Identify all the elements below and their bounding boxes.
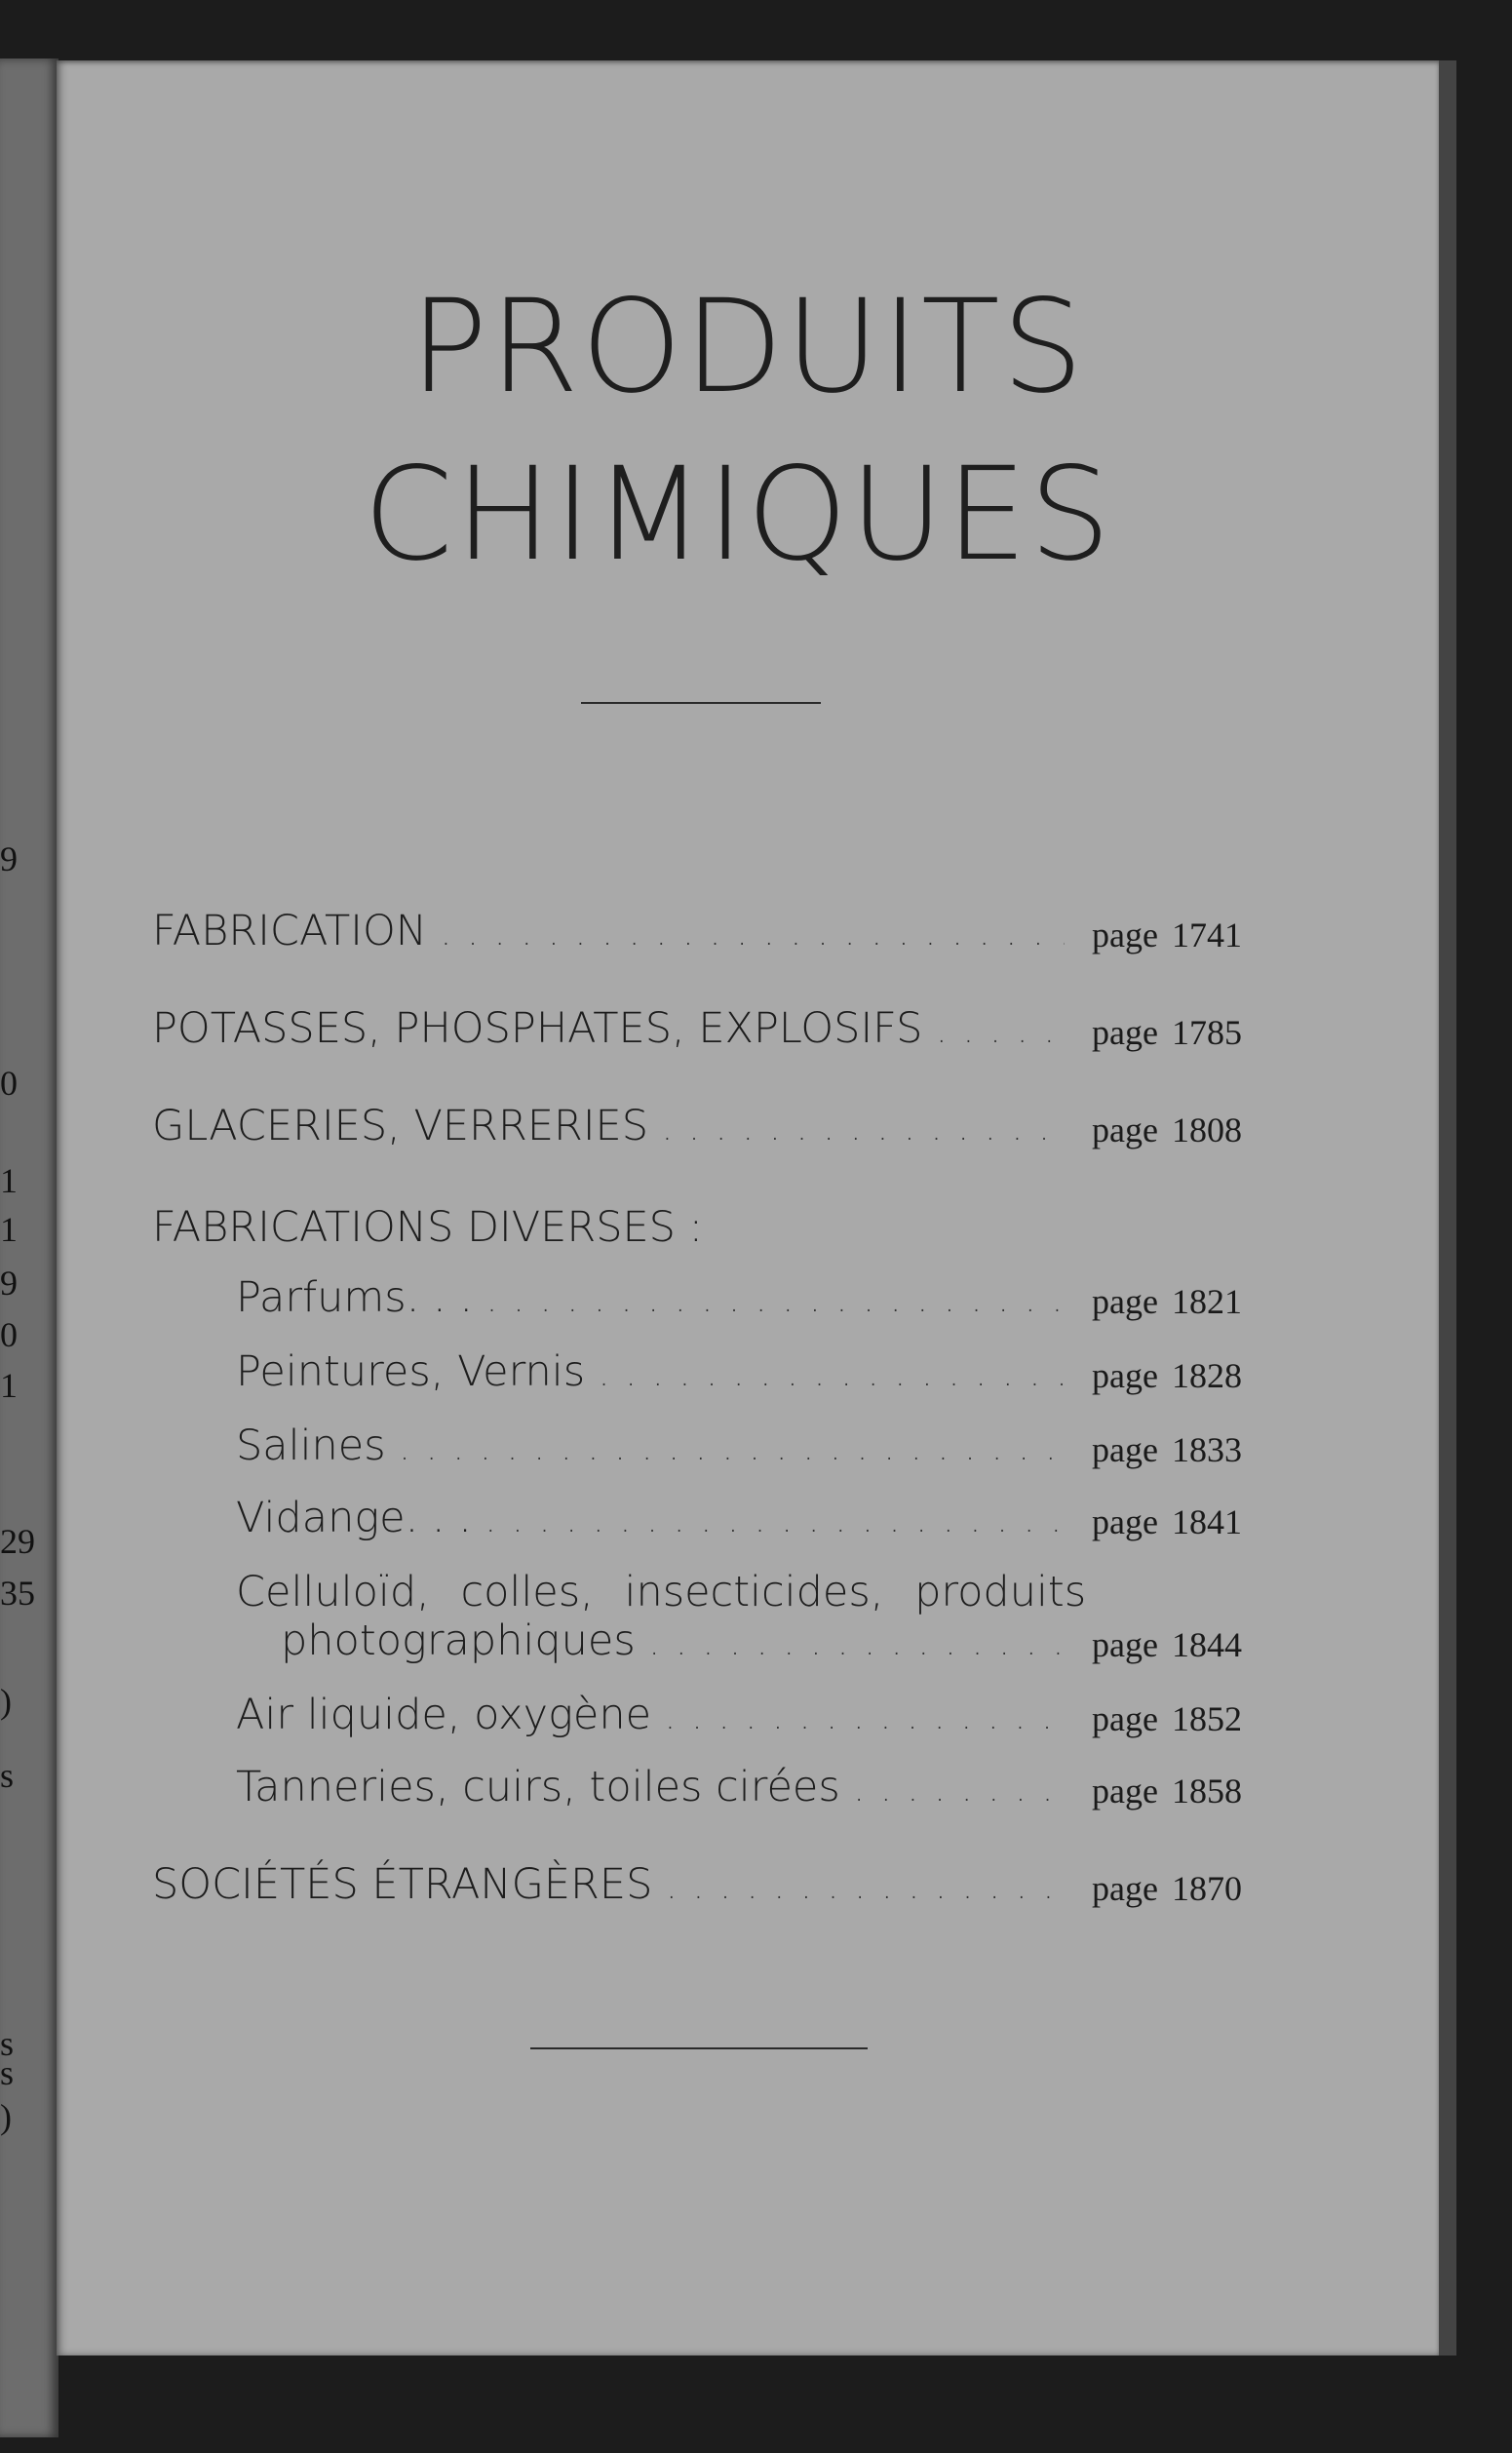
- page-word: page: [1092, 915, 1158, 954]
- toc-page-ref: [1092, 1110, 1277, 1150]
- toc-subentry: [281, 1616, 1068, 1665]
- toc-entry: [152, 907, 1068, 955]
- page-number: 1808: [1171, 1110, 1242, 1149]
- toc-page-ref: [1092, 1281, 1277, 1322]
- page-number: 1828: [1171, 1356, 1242, 1395]
- margin-fragment: s: [0, 2053, 15, 2092]
- page-title-line1: PRODUITS: [409, 272, 1086, 422]
- document-page: [57, 60, 1439, 2356]
- toc-page-ref: [1092, 1012, 1277, 1053]
- page-number: 1785: [1171, 1013, 1242, 1052]
- margin-fragment: 29: [0, 1522, 35, 1561]
- margin-fragment: 35: [0, 1574, 35, 1613]
- page-number: 1833: [1171, 1430, 1242, 1469]
- page-word: page: [1092, 1013, 1158, 1052]
- margin-fragment: 1: [0, 1366, 18, 1405]
- margin-fragment: 1: [0, 1210, 18, 1249]
- table-of-contents: [57, 60, 1439, 2356]
- divider-bottom: [530, 2047, 868, 2049]
- page-word: page: [1092, 1356, 1158, 1395]
- adjacent-page-strip: [0, 58, 58, 2437]
- toc-page-ref: [1092, 915, 1277, 955]
- margin-fragment: s: [0, 1756, 15, 1795]
- leader-dots: [599, 1355, 1065, 1394]
- leader-dots: [485, 1501, 1065, 1540]
- toc-page-ref: [1092, 1771, 1277, 1811]
- page-word: page: [1092, 1699, 1158, 1738]
- margin-fragment: 9: [0, 839, 18, 878]
- margin-fragment: 0: [0, 1315, 18, 1354]
- toc-subentry: [236, 1691, 1068, 1739]
- page-number: 1858: [1171, 1772, 1242, 1811]
- toc-page-ref: [1092, 1868, 1277, 1909]
- page-number: 1821: [1171, 1282, 1242, 1321]
- margin-fragment: 9: [0, 1264, 18, 1303]
- toc-entry: [152, 1102, 1068, 1150]
- page-word: page: [1092, 1430, 1158, 1469]
- margin-fragment: s: [0, 2024, 15, 2063]
- page-number: 1841: [1171, 1502, 1242, 1541]
- page-title-line2: CHIMIQUES: [363, 440, 1113, 590]
- toc-page-ref: [1092, 1501, 1277, 1542]
- toc-entry-label: POTASSES, PHOSPHATES, EXPLOSIFS: [152, 1004, 923, 1053]
- page-word: page: [1092, 1282, 1158, 1321]
- toc-entry: [152, 1004, 1068, 1053]
- margin-fragment: ): [0, 2097, 12, 2136]
- margin-fragment: ): [0, 1682, 12, 1721]
- toc-entry-label: Tanneries, cuirs, toiles cirées: [236, 1763, 840, 1811]
- leader-dots: [662, 1110, 1065, 1149]
- toc-entry-label: FABRICATION: [152, 907, 427, 955]
- toc-entry-label: Salines: [236, 1421, 386, 1470]
- toc-entry-label: Peintures, Vernis: [236, 1347, 586, 1396]
- page-word: page: [1092, 1110, 1158, 1149]
- page-number: 1870: [1171, 1869, 1242, 1908]
- leader-dots: [441, 915, 1065, 954]
- leader-dots: [666, 1868, 1065, 1907]
- page-binding-edge: [1439, 60, 1456, 2356]
- toc-subentry: [236, 1347, 1068, 1396]
- toc-entry-label: Air liquide, oxygène: [236, 1691, 652, 1739]
- toc-page-ref: [1092, 1624, 1277, 1665]
- toc-entry: [152, 1860, 1068, 1909]
- page-word: page: [1092, 1502, 1158, 1541]
- leader-dots: [665, 1698, 1065, 1737]
- page-number: 1844: [1171, 1625, 1242, 1664]
- leader-dots: [486, 1281, 1065, 1320]
- toc-subentry: [236, 1273, 1068, 1322]
- leader-dots: [854, 1771, 1065, 1810]
- toc-subentry: [236, 1763, 1068, 1811]
- toc-entry-label: SOCIÉTÉS ÉTRANGÈRES: [152, 1860, 653, 1909]
- leader-dots: [649, 1624, 1065, 1663]
- leader-dots: [936, 1012, 1065, 1051]
- page-number: 1741: [1171, 915, 1242, 954]
- page-number: 1852: [1171, 1699, 1242, 1738]
- page-word: page: [1092, 1869, 1158, 1908]
- leader-dots: [400, 1429, 1065, 1468]
- page-word: page: [1092, 1625, 1158, 1664]
- toc-entry-label: photographiques: [281, 1616, 636, 1665]
- toc-entry-label: Parfums. . .: [236, 1273, 474, 1322]
- toc-subentry: [236, 1494, 1068, 1542]
- toc-entry-label: GLACERIES, VERRERIES: [152, 1102, 649, 1150]
- toc-page-ref: [1092, 1698, 1277, 1739]
- margin-fragment: 1: [0, 1161, 18, 1200]
- toc-subentry: [236, 1421, 1068, 1470]
- toc-page-ref: [1092, 1429, 1277, 1470]
- toc-entry-label: Vidange. . .: [236, 1494, 472, 1542]
- section-heading: FABRICATIONS DIVERSES :: [152, 1203, 704, 1252]
- margin-fragment: 0: [0, 1064, 18, 1103]
- toc-page-ref: [1092, 1355, 1277, 1396]
- page-word: page: [1092, 1772, 1158, 1811]
- toc-subentry-label-line1: Celluloïd, colles, insecticides, produits: [236, 1568, 1087, 1616]
